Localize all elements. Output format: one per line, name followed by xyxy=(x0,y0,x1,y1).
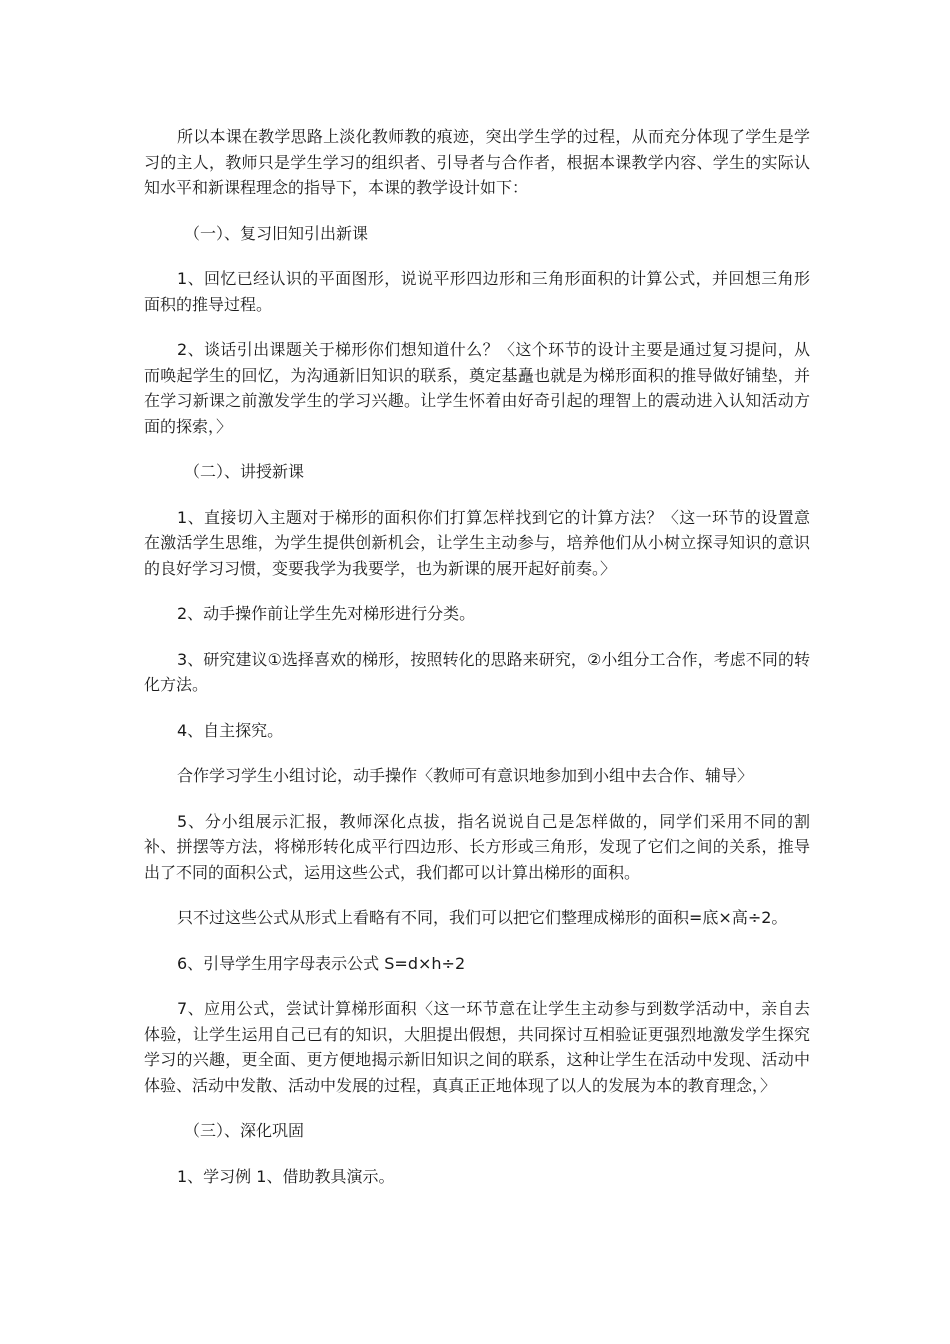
document-body xyxy=(144,124,810,1209)
paragraph-new-4: 4、自主探究。 xyxy=(177,720,284,740)
paragraph-new-1: 1、直接切入主题对于梯形的面积你们打算怎样找到它的计算方法？〈这一环节的设置意在激活学生思维，为学生提供创新机会，让学生主动参与，培养他们从小树立探寻知识的意识的良好学习习惯，变要我学为我要学，也为新课的展开起好前奏。〉 xyxy=(144,507,810,578)
paragraph-formula-summary: 只不过这些公式从形式上看略有不同，我们可以把它们整理成梯形的面积=底×高÷2。 xyxy=(177,908,788,927)
section-heading-2: （二）、讲授新课 xyxy=(184,462,305,481)
intro-paragraph: 所以本课在教学思路上淡化教师教的痕迹，突出学生学的过程，从而充分体现了学生是学习的主人，教师只是学生学习的组织者、引导者与合作者，根据本课教学内容、学生的实际认知水平和新课程理念的指导下，本课的教学设计如下： xyxy=(144,127,810,197)
paragraph-review-1: 1、回忆已经认识的平面图形，说说平形四边形和三角形面积的计算公式，并回想三角形面积的推导过程。 xyxy=(144,269,810,314)
paragraph-new-7: 7、应用公式，尝试计算梯形面积〈这一环节意在让学生主动参与到数学活动中，亲自去体验，让学生运用自己已有的知识，大胆提出假想，共同探讨互相验证更强烈地激发学生探究学习的兴趣，更全面、更方便地揭示新旧知识之间的联系，这种让学生在活动中发现、活动中体验、活动中发散、活动中发展的过程，真真正正地体现了以人的发展为本的教育理念，〉 xyxy=(144,999,810,1095)
paragraph-review-2: 2、谈话引出课题关于梯形你们想知道什么？〈这个环节的设计主要是通过复习提问，从而唤起学生的回忆，为沟通新旧知识的联系，奠定基矗也就是为梯形面积的推导做好铺垫，并在学习新课之前激发学生的学习兴趣。让学生怀着由好奇引起的理智上的震动进入认知活动方面的探索，〉 xyxy=(144,340,810,436)
section-heading-1: （一）、复习旧知引出新课 xyxy=(184,223,369,243)
paragraph-new-3: 3、研究建议①选择喜欢的梯形，按照转化的思路来研究，②小组分工合作，考虑不同的转化方法。 xyxy=(144,649,810,694)
section-heading-3: （三）、深化巩固 xyxy=(184,1121,305,1140)
paragraph-new-6: 6、引导学生用字母表示公式 S=d×h÷2 xyxy=(177,953,466,973)
paragraph-group-work: 合作学习学生小组讨论，动手操作〈教师可有意识地参加到小组中去合作、辅导〉 xyxy=(177,766,754,785)
paragraph-new-5: 5、分小组展示汇报，教师深化点拔，指名说说自己是怎样做的，同学们采用不同的割补、拼摆等方法，将梯形转化成平行四边形、长方形或三角形，发现了它们之间的关系，推导出了不同的面积公式，运用这些公式，我们都可以计算出梯形的面积。 xyxy=(144,811,810,882)
paragraph-consolidate-1: 1、学习例 1、借助教具演示。 xyxy=(177,1166,395,1186)
paragraph-new-2: 2、动手操作前让学生先对梯形进行分类。 xyxy=(177,604,476,623)
